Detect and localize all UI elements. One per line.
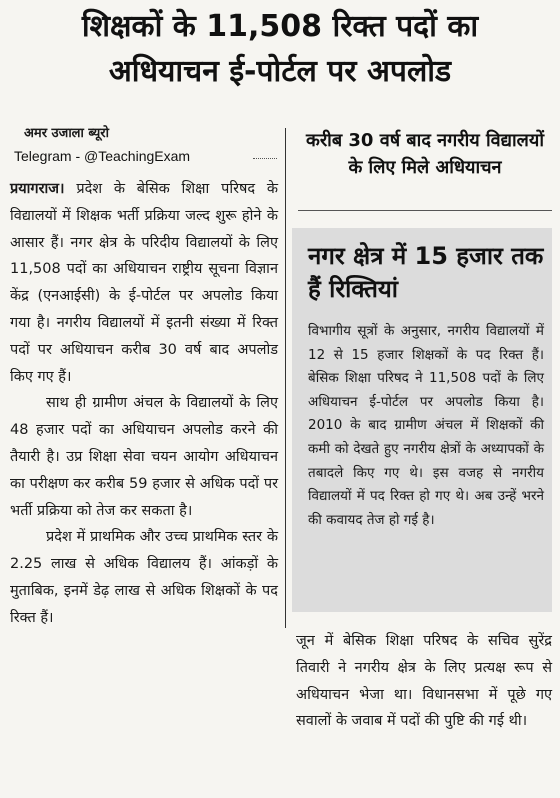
continuation-paragraph: जून में बेसिक शिक्षा परिषद के सचिव सुरेंद्र तिवारी ने नगरीय क्षेत्र के लिए प्रत्यक्ष रूप से अधियाचन भेजा था। विधानसभा में पूछे गए सवालों के जवाब में पदों की पुष्टि की गई थी। [296, 633, 552, 730]
subheadline: करीब 30 वर्ष बाद नगरीय विद्यालयों के लिए मिले अधियाचन [306, 130, 544, 178]
dateline: प्रयागराज। [10, 181, 65, 197]
article-paragraph-1 [10, 176, 278, 390]
sidebar-box-paragraph: विभागीय सूत्रों के अनुसार, नगरीय विद्यालयों में 12 से 15 हजार शिक्षकों के पद रिक्त हैं। बेसिक शिक्षा परिषद ने 11,508 पदों के लिए अधियाचन ई-पोर्टल पर अपलोड किया है। 2010 के बाद ग्रामीण अंचल में शिक्षकों की कमी को देखते हुए नगरीय क्षेत्रों के अध्यापकों के तबादले किए गए थे। इस वजह से नगरीय विद्यालयों में पद रिक्त हो गए थे। अब उन्हें भरने की कवायद तेज हो गई है। [308, 323, 544, 528]
headline-line-1: शिक्षकों के 11,508 रिक्त पदों का [81, 9, 479, 44]
sidebar-box-body [308, 320, 544, 532]
byline: अमर उजाला ब्यूरो [24, 126, 109, 141]
telegram-tag: Telegram - @TeachingExam [14, 148, 191, 164]
article-continuation [296, 628, 552, 735]
headline [8, 4, 552, 94]
article-paragraph-2: साथ ही ग्रामीण अंचल के विद्यालयों के लिए 48 हजार पदों का अधियाचन अपलोड करने की तैयारी है। उप्र शिक्षा सेवा चयन आयोग अधियाचन का परीक्षण कर करीब 59 हजार से अधिक पदों पर भर्ती प्रक्रिया को तेज कर सकता है। [10, 395, 278, 519]
subheadline-rule [298, 210, 552, 211]
column-divider [285, 128, 286, 628]
sidebar-box-title: नगर क्षेत्र में 15 हजार तक हैं रिक्तियां [308, 242, 544, 303]
article-paragraph-1-text: प्रदेश के बेसिक शिक्षा परिषद के विद्यालयों में शिक्षक भर्ती प्रक्रिया जल्द शुरू होने के आसार हैं। नगर क्षेत्र के परिदीय विद्यालयों के लिए 11,508 पदों का अधियाचन राष्ट्रीय सूचना विज्ञान केंद्र (एनआईसी) के ई-पोर्टल पर अपलोड किया गया है। नगरीय विद्यालयों में इतनी संख्या में रिक्त पदों पर अधियाचन करीब 30 वर्ष बाद अपलोड किए गए हैं। [10, 181, 279, 385]
article-paragraph-3: प्रदेश में प्राथमिक और उच्च प्राथमिक स्तर के 2.25 लाख से अधिक विद्यालय हैं। आंकड़ों के मुताबिक, इनमें डेढ़ लाख से अधिक शिक्षकों के पद रिक्त हैं। [10, 529, 278, 626]
article-body [10, 176, 278, 632]
headline-line-2: अधियाचन ई-पोर्टल पर अपलोड [108, 54, 452, 89]
telegram-dotted-rule [253, 158, 277, 159]
